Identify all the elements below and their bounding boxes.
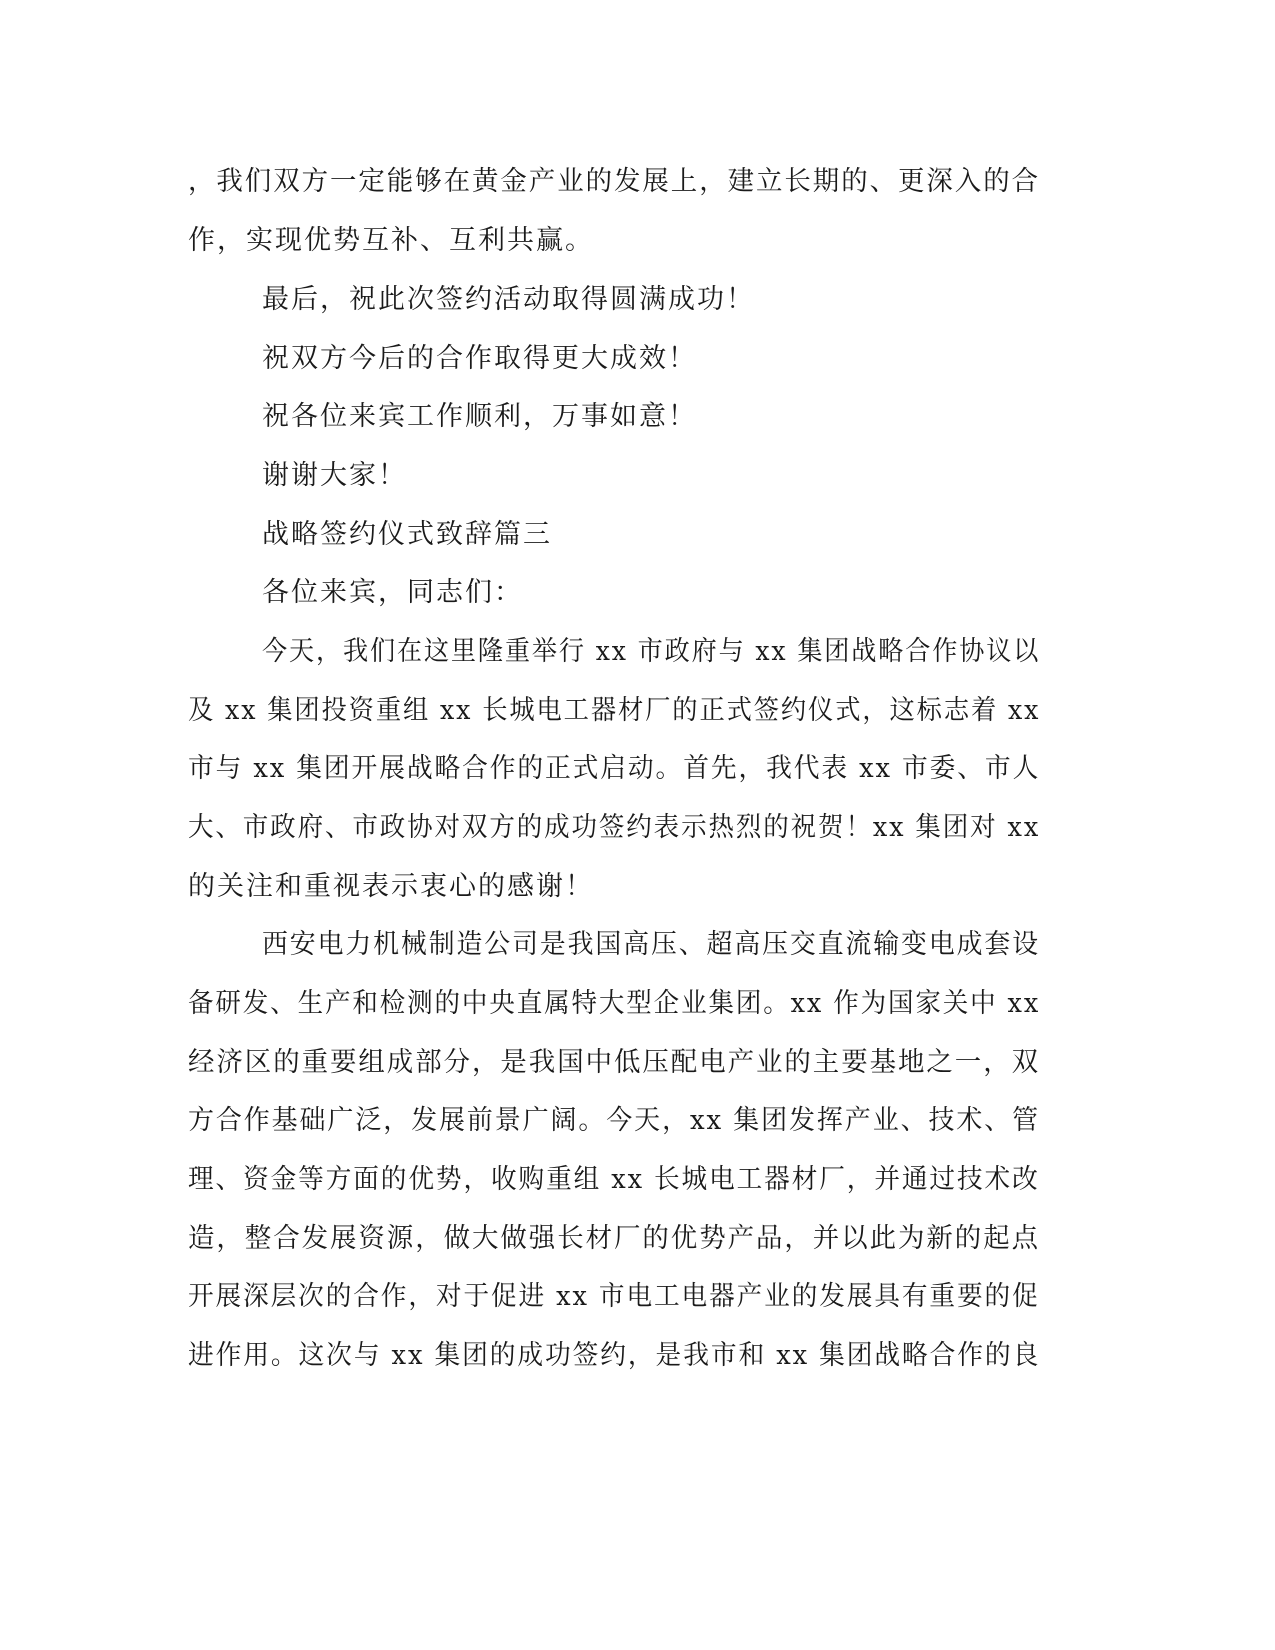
paragraph-line: 谢谢大家！ <box>262 460 407 491</box>
paragraph-line: 市与 xx 集团开展战略合作的正式启动。首先，我代表 xx 市委、市人 <box>188 753 1041 784</box>
paragraph-line: 理、资金等方面的优势，收购重组 xx 长城电工器材厂，并通过技术改 <box>188 1164 1040 1195</box>
paragraph-line: 备研发、生产和检测的中央直属特大型企业集团。xx 作为国家关中 xx <box>188 988 1041 1019</box>
paragraph-line: 开展深层次的合作，对于促进 xx 市电工电器产业的发展具有重要的促 <box>188 1281 1040 1312</box>
paragraph-line: 经济区的重要组成部分，是我国中低压配电产业的主要基地之一，双 <box>188 1047 1040 1078</box>
paragraph-line: 作，实现优势互补、互利共赢。 <box>188 225 594 256</box>
section-heading: 战略签约仪式致辞篇三 <box>262 519 552 550</box>
salutation: 各位来宾，同志们： <box>262 577 523 608</box>
paragraph-line: 大、市政府、市政协对双方的成功签约表示热烈的祝贺！xx 集团对 xx <box>188 812 1041 843</box>
paragraph-line: 西安电力机械制造公司是我国高压、超高压交直流输变电成套设 <box>262 929 1040 960</box>
paragraph-line: 进作用。这次与 xx 集团的成功签约，是我市和 xx 集团战略合作的良 <box>188 1340 1041 1371</box>
paragraph-line: 今天，我们在这里隆重举行 xx 市政府与 xx 集团战略合作协议以 <box>262 636 1041 667</box>
paragraph-line: 最后，祝此次签约活动取得圆满成功！ <box>262 284 755 315</box>
paragraph-line: ，我们双方一定能够在黄金产业的发展上，建立长期的、更深入的合 <box>188 166 1040 197</box>
paragraph-line: 及 xx 集团投资重组 xx 长城电工器材厂的正式签约仪式，这标志着 xx <box>188 695 1041 726</box>
paragraph-line: 造，整合发展资源，做大做强长材厂的优势产品，并以此为新的起点 <box>188 1223 1040 1254</box>
paragraph-line: 的关注和重视表示衷心的感谢！ <box>188 871 594 902</box>
paragraph-line: 方合作基础广泛，发展前景广阔。今天，xx 集团发挥产业、技术、管 <box>188 1105 1041 1136</box>
paragraph-line: 祝双方今后的合作取得更大成效！ <box>262 343 697 374</box>
paragraph-line: 祝各位来宾工作顺利，万事如意！ <box>262 401 697 432</box>
